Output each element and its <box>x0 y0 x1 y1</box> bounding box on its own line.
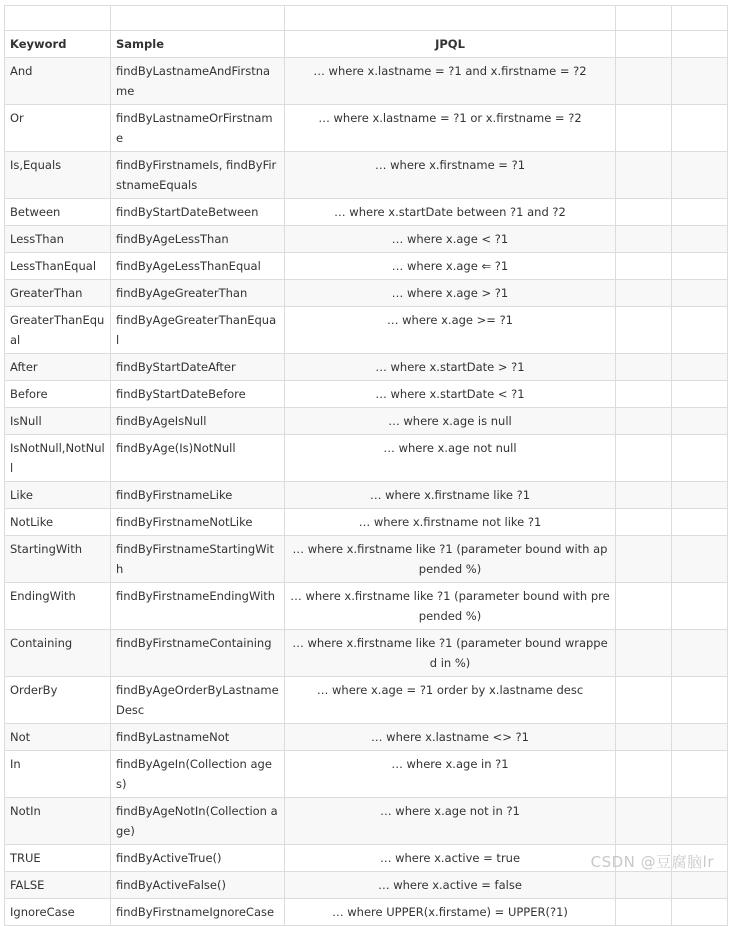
empty-cell <box>616 199 672 226</box>
jpql-cell: … where x.firstname like ?1 (parameter bound with appended %) <box>285 536 616 583</box>
keyword-cell: NotLike <box>5 509 111 536</box>
empty-cell <box>672 509 728 536</box>
table-row <box>5 381 728 408</box>
table-row <box>5 798 728 845</box>
jpql-cell: … where x.startDate < ?1 <box>285 381 616 408</box>
empty-cell <box>672 899 728 926</box>
table-row <box>5 354 728 381</box>
table-row <box>5 751 728 798</box>
jpql-cell: … where x.age = ?1 order by x.lastname desc <box>285 677 616 724</box>
sample-cell: findByAgeLessThanEqual <box>111 253 285 280</box>
keyword-cell: IsNotNull,NotNull <box>5 435 111 482</box>
keyword-cell: TRUE <box>5 845 111 872</box>
empty-cell <box>616 630 672 677</box>
empty-cell <box>616 509 672 536</box>
keyword-cell: FALSE <box>5 872 111 899</box>
sample-cell: findByStartDateBetween <box>111 199 285 226</box>
keyword-cell: OrderBy <box>5 677 111 724</box>
empty-cell <box>672 199 728 226</box>
jpql-cell: … where x.age in ?1 <box>285 751 616 798</box>
keyword-cell: Before <box>5 381 111 408</box>
header-empty <box>672 31 728 58</box>
empty-cell <box>616 872 672 899</box>
table-row <box>5 199 728 226</box>
jpql-cell: … where x.firstname like ?1 <box>285 482 616 509</box>
empty-cell <box>672 152 728 199</box>
watermark: CSDN @豆腐脑lr <box>590 853 714 871</box>
empty-cell <box>616 152 672 199</box>
empty-cell <box>672 280 728 307</box>
keyword-cell: EndingWith <box>5 583 111 630</box>
keyword-cell: NotIn <box>5 798 111 845</box>
empty-cell <box>672 677 728 724</box>
empty-cell <box>616 899 672 926</box>
jpql-cell: … where x.firstname = ?1 <box>285 152 616 199</box>
blank-cell <box>285 6 616 31</box>
jpql-cell: … where x.firstname like ?1 (parameter bound with prepended %) <box>285 583 616 630</box>
blank-cell <box>111 6 285 31</box>
keyword-cell: Or <box>5 105 111 152</box>
keyword-cell: StartingWith <box>5 536 111 583</box>
blank-cell <box>5 6 111 31</box>
blank-cell <box>616 6 672 31</box>
table-row <box>5 899 728 926</box>
sample-cell: findByLastnameNot <box>111 724 285 751</box>
empty-cell <box>672 583 728 630</box>
empty-cell <box>672 630 728 677</box>
empty-cell <box>616 280 672 307</box>
header-jpql: JPQL <box>285 31 616 58</box>
table-row <box>5 408 728 435</box>
empty-cell <box>616 307 672 354</box>
empty-cell <box>616 435 672 482</box>
empty-cell <box>672 253 728 280</box>
keyword-cell: And <box>5 58 111 105</box>
empty-cell <box>672 845 728 872</box>
table-row <box>5 105 728 152</box>
table-row <box>5 435 728 482</box>
table-row <box>5 307 728 354</box>
sample-cell: findByAgeOrderByLastnameDesc <box>111 677 285 724</box>
sample-cell: findByAgeGreaterThan <box>111 280 285 307</box>
table-row <box>5 677 728 724</box>
empty-cell <box>616 408 672 435</box>
table-row <box>5 536 728 583</box>
jpql-cell: … where x.lastname = ?1 or x.firstname = ?2 <box>285 105 616 152</box>
keyword-cell: Containing <box>5 630 111 677</box>
jpql-cell: … where x.firstname not like ?1 <box>285 509 616 536</box>
sample-cell: findByAgeNotIn(Collection age) <box>111 798 285 845</box>
table-row <box>5 152 728 199</box>
table-blank-row <box>5 6 728 31</box>
keyword-cell: Not <box>5 724 111 751</box>
blank-cell <box>672 6 728 31</box>
table-header-row <box>5 31 728 58</box>
empty-cell <box>672 435 728 482</box>
jpql-cell: … where x.active = false <box>285 872 616 899</box>
sample-cell: findByActiveFalse() <box>111 872 285 899</box>
empty-cell <box>672 105 728 152</box>
header-keyword: Keyword <box>5 31 111 58</box>
jpql-cell: … where x.age ⇐ ?1 <box>285 253 616 280</box>
header-sample: Sample <box>111 31 285 58</box>
sample-cell: findByFirstnameIs, findByFirstnameEquals <box>111 152 285 199</box>
jpql-cell: … where x.age < ?1 <box>285 226 616 253</box>
jpql-cell: … where x.age not null <box>285 435 616 482</box>
keyword-cell: GreaterThanEqual <box>5 307 111 354</box>
empty-cell <box>616 253 672 280</box>
jpql-keyword-table <box>4 5 728 926</box>
empty-cell <box>672 226 728 253</box>
empty-cell <box>616 751 672 798</box>
sample-cell: findByFirstnameContaining <box>111 630 285 677</box>
table-row <box>5 872 728 899</box>
table-row <box>5 58 728 105</box>
empty-cell <box>616 381 672 408</box>
empty-cell <box>672 751 728 798</box>
sample-cell: findByFirstnameNotLike <box>111 509 285 536</box>
table-body <box>5 6 728 926</box>
keyword-cell: LessThanEqual <box>5 253 111 280</box>
jpql-cell: … where x.lastname <> ?1 <box>285 724 616 751</box>
empty-cell <box>616 536 672 583</box>
empty-cell <box>672 408 728 435</box>
sample-cell: findByAge(Is)NotNull <box>111 435 285 482</box>
empty-cell <box>672 798 728 845</box>
keyword-cell: GreaterThan <box>5 280 111 307</box>
sample-cell: findByAgeGreaterThanEqual <box>111 307 285 354</box>
keyword-cell: Is,Equals <box>5 152 111 199</box>
sample-cell: findByActiveTrue() <box>111 845 285 872</box>
sample-cell: findByAgeIn(Collection ages) <box>111 751 285 798</box>
empty-cell <box>672 58 728 105</box>
empty-cell <box>672 872 728 899</box>
table-row <box>5 280 728 307</box>
sample-cell: findByFirstnameLike <box>111 482 285 509</box>
jpql-cell: … where x.age is null <box>285 408 616 435</box>
sample-cell: findByFirstnameStartingWith <box>111 536 285 583</box>
jpql-cell: … where x.startDate between ?1 and ?2 <box>285 199 616 226</box>
empty-cell <box>616 58 672 105</box>
empty-cell <box>672 307 728 354</box>
keyword-cell: LessThan <box>5 226 111 253</box>
keyword-cell: IgnoreCase <box>5 899 111 926</box>
sample-cell: findByFirstnameEndingWith <box>111 583 285 630</box>
empty-cell <box>616 354 672 381</box>
sample-cell: findByStartDateBefore <box>111 381 285 408</box>
empty-cell <box>672 724 728 751</box>
table-row <box>5 482 728 509</box>
keyword-cell: Between <box>5 199 111 226</box>
empty-cell <box>616 583 672 630</box>
table-row <box>5 630 728 677</box>
empty-cell <box>616 105 672 152</box>
sample-cell: findByStartDateAfter <box>111 354 285 381</box>
empty-cell <box>616 845 672 872</box>
table-row <box>5 226 728 253</box>
jpql-cell: … where x.age not in ?1 <box>285 798 616 845</box>
empty-cell <box>672 354 728 381</box>
empty-cell <box>616 798 672 845</box>
header-empty <box>616 31 672 58</box>
sample-cell: findByAgeIsNull <box>111 408 285 435</box>
keyword-cell: Like <box>5 482 111 509</box>
sample-cell: findByLastnameOrFirstname <box>111 105 285 152</box>
jpql-cell: … where x.lastname = ?1 and x.firstname = ?2 <box>285 58 616 105</box>
sample-cell: findByAgeLessThan <box>111 226 285 253</box>
table-row <box>5 845 728 872</box>
table-row <box>5 583 728 630</box>
empty-cell <box>672 482 728 509</box>
empty-cell <box>616 226 672 253</box>
sample-cell: findByFirstnameIgnoreCase <box>111 899 285 926</box>
jpql-cell: … where x.active = true <box>285 845 616 872</box>
keyword-cell: After <box>5 354 111 381</box>
jpql-cell: … where x.startDate > ?1 <box>285 354 616 381</box>
keyword-cell: IsNull <box>5 408 111 435</box>
empty-cell <box>616 677 672 724</box>
table-row <box>5 253 728 280</box>
empty-cell <box>672 536 728 583</box>
empty-cell <box>672 381 728 408</box>
empty-cell <box>616 724 672 751</box>
jpql-cell: … where x.firstname like ?1 (parameter bound wrapped in %) <box>285 630 616 677</box>
empty-cell <box>616 482 672 509</box>
table-row <box>5 509 728 536</box>
jpql-cell: … where UPPER(x.firstame) = UPPER(?1) <box>285 899 616 926</box>
keyword-cell: In <box>5 751 111 798</box>
table-row <box>5 724 728 751</box>
jpql-cell: … where x.age > ?1 <box>285 280 616 307</box>
sample-cell: findByLastnameAndFirstname <box>111 58 285 105</box>
jpql-cell: … where x.age >= ?1 <box>285 307 616 354</box>
